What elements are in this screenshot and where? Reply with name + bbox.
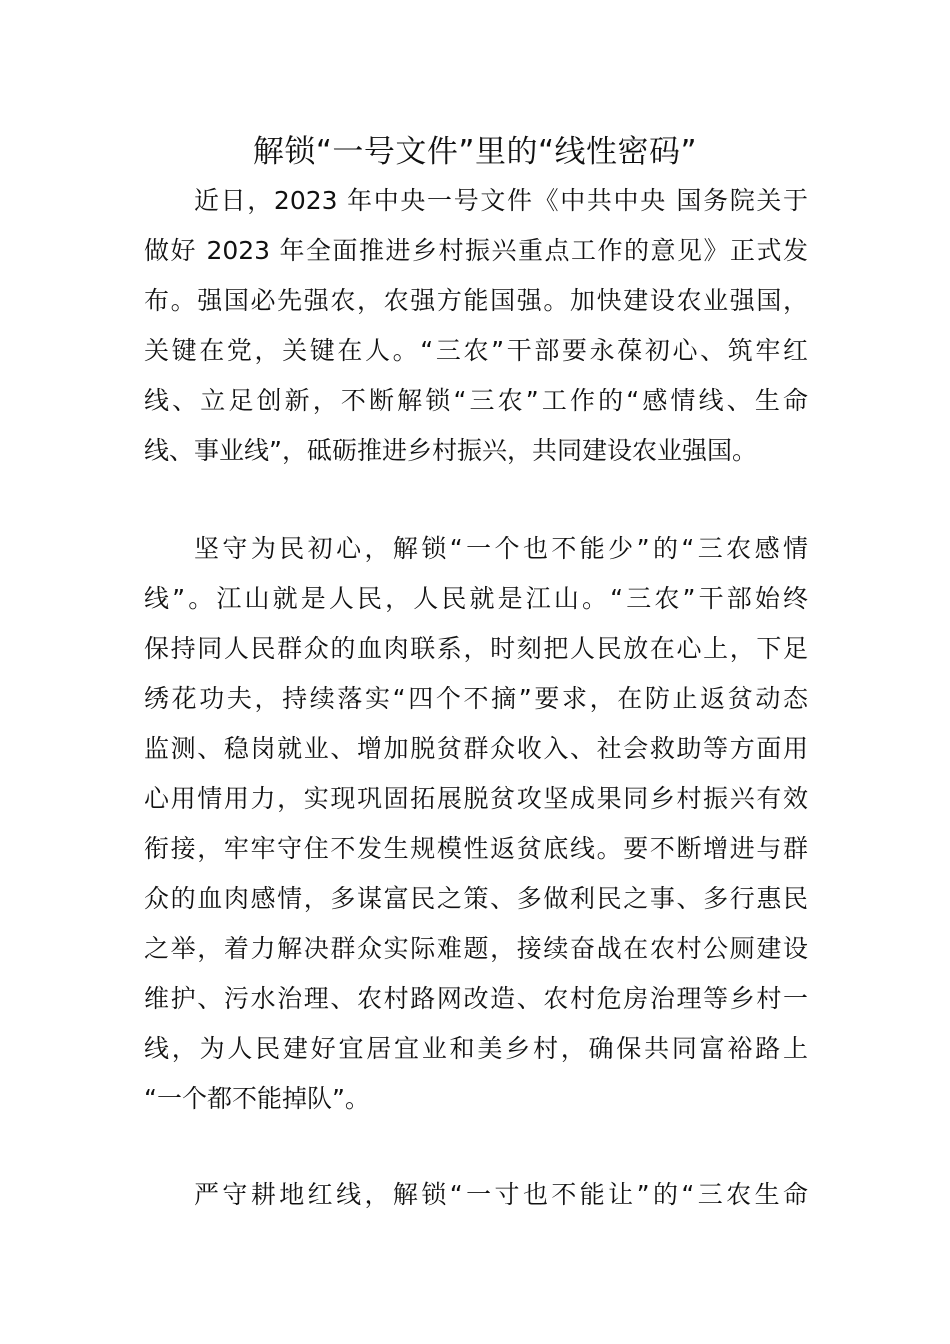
text-line: 布。强国必先强农，农强方能国强。加快建设农业强国， [144,286,808,315]
paragraph-intro [144,176,808,476]
paragraph-life-line [144,1170,808,1220]
text-line: 衔接，牢牢守住不发生规模性返贫底线。要不断增进与群 [144,834,808,863]
text-line: 坚守为民初心，解锁“一个也不能少”的“三农感情 [194,534,808,563]
text-line: 关键在党，关键在人。“三农”干部要永葆初心、筑牢红 [144,336,808,365]
text-line: 做好 2023 年全面推进乡村振兴重点工作的意见》正式发 [144,236,808,265]
text-line: “一个都不能掉队”。 [144,1084,370,1113]
paragraph-emotion-line [144,524,808,1124]
text-line: 线”。江山就是人民，人民就是江山。“三农”干部始终 [144,584,808,613]
text-line: 众的血肉感情，多谋富民之策、多做利民之事、多行惠民 [144,884,808,913]
text-line: 心用情用力，实现巩固拓展脱贫攻坚成果同乡村振兴有效 [144,784,808,813]
text-line: 监测、稳岗就业、增加脱贫群众收入、社会救助等方面用 [144,734,808,763]
text-line: 维护、污水治理、农村路网改造、农村危房治理等乡村一 [144,984,808,1013]
text-line: 线、事业线”，砥砺推进乡村振兴，共同建设农业强国。 [144,436,757,465]
text-line: 绣花功夫，持续落实“四个不摘”要求，在防止返贫动态 [144,684,808,713]
text-line: 保持同人民群众的血肉联系，时刻把人民放在心上，下足 [144,634,808,663]
text-line: 之举，着力解决群众实际难题，接续奋战在农村公厕建设 [144,934,808,963]
document-title: 解锁“一号文件”里的“线性密码” [252,134,698,170]
text-line: 近日，2023 年中央一号文件《中共中央 国务院关于 [194,186,808,215]
text-line: 线，为人民建好宜居宜业和美乡村，确保共同富裕路上 [144,1034,808,1063]
text-line: 线、立足创新，不断解锁“三农”工作的“感情线、生命 [144,386,808,415]
text-line: 严守耕地红线，解锁“一寸也不能让”的“三农生命 [194,1180,808,1209]
